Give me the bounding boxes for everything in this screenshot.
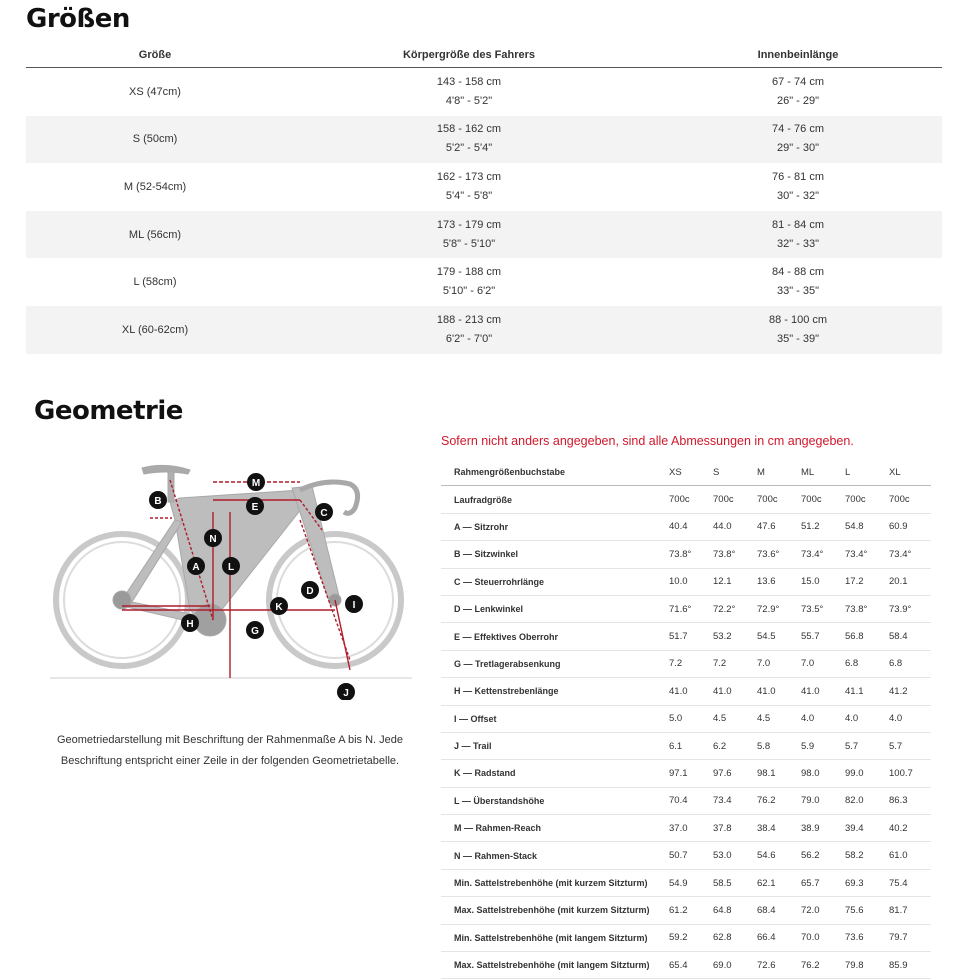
geometry-value: 54.6: [757, 850, 776, 862]
geometry-value: 79.0: [801, 795, 820, 807]
geometry-value: 73.4°: [889, 548, 912, 560]
rider-height-cell: [284, 123, 654, 155]
height-in: 5'8" - 5'10": [442, 237, 496, 250]
geometry-row: [441, 678, 931, 705]
badge-h-label: H: [186, 619, 194, 630]
geometry-header-row: [441, 459, 931, 486]
geometry-value: 97.1: [669, 767, 688, 779]
header-xl: XL: [889, 466, 901, 478]
size-row: [26, 116, 942, 164]
badge-e-label: E: [251, 502, 259, 513]
geometry-value: 700c: [713, 494, 734, 506]
geometry-row: [441, 788, 931, 815]
geometry-row-label: J — Trail: [454, 741, 492, 752]
sizes-title: Größen: [26, 4, 130, 34]
badge-n-label: N: [209, 534, 217, 545]
height-cm: 188 - 213 cm: [436, 313, 502, 326]
geometry-value: 73.4: [713, 795, 732, 807]
badge-c: [315, 503, 333, 521]
geometry-value: 65.4: [669, 959, 688, 971]
geometry-value: 6.1: [669, 740, 683, 752]
geometry-value: 47.6: [757, 521, 776, 533]
geometry-value: 70.0: [801, 932, 820, 944]
geometry-value: 81.7: [889, 904, 908, 916]
geometry-value: 41.0: [757, 685, 776, 697]
geometry-row: [441, 760, 931, 787]
geometry-value: 98.1: [757, 767, 776, 779]
caption-line-1: Geometriedarstellung mit Beschriftung der Rahmenmaße A bis N. Jede: [56, 734, 404, 746]
geometry-row: [441, 569, 931, 596]
geometry-value: 15.0: [801, 576, 820, 588]
geometry-value: 7.0: [757, 658, 771, 670]
geometry-value: 73.4°: [845, 548, 868, 560]
badge-k: [270, 597, 288, 615]
geometry-value: 100.7: [889, 767, 913, 779]
geometry-value: 700c: [669, 494, 690, 506]
geometry-value: 54.9: [669, 877, 688, 889]
height-in: 4'8" - 5'2": [445, 94, 493, 107]
geometry-value: 700c: [889, 494, 910, 506]
geometry-value: 73.8°: [845, 603, 868, 615]
header-ml: ML: [801, 466, 815, 478]
badge-l-label: L: [227, 562, 235, 573]
badge-a-label: A: [192, 562, 200, 573]
badge-b: [149, 491, 167, 509]
size-row: [26, 68, 942, 116]
geometry-value: 700c: [801, 494, 822, 506]
badge-d: [301, 581, 319, 599]
geometry-value: 7.2: [713, 658, 727, 670]
sizes-table-body: [26, 68, 942, 354]
height-cm: 173 - 179 cm: [436, 218, 502, 231]
geometry-value: 76.2: [757, 795, 776, 807]
geometry-value: 65.7: [801, 877, 820, 889]
geometry-row-label: N — Rahmen-Stack: [454, 850, 538, 861]
header-size: Größe: [138, 49, 172, 61]
geometry-row-label: L — Überstandshöhe: [454, 795, 545, 806]
height-cm: 179 - 188 cm: [436, 266, 502, 279]
geometry-row-label: Min. Sattelstrebenhöhe (mit kurzem Sitzturm): [454, 878, 648, 889]
diagram-caption: [40, 730, 420, 772]
geometry-value: 50.7: [669, 850, 688, 862]
geometry-row: [441, 486, 931, 513]
geometry-value: 5.9: [801, 740, 815, 752]
geometry-value: 700c: [757, 494, 778, 506]
geometry-value: 5.8: [757, 740, 771, 752]
geometry-value: 6.8: [889, 658, 903, 670]
geometry-row-label: B — Sitzwinkel: [454, 549, 519, 560]
rider-height-cell: [284, 171, 654, 203]
geometry-value: 39.4: [845, 822, 864, 834]
inseam-cell: [654, 219, 942, 251]
badge-k-label: K: [275, 602, 283, 613]
badge-m-label: M: [251, 478, 261, 489]
geometry-value: 60.9: [889, 521, 908, 533]
size-cell: L (58cm): [133, 276, 177, 289]
geometry-value: 40.4: [669, 521, 688, 533]
geometry-value: 37.8: [713, 822, 732, 834]
geometry-row: [441, 541, 931, 568]
geometry-value: 58.5: [713, 877, 732, 889]
geometry-value: 5.7: [845, 740, 859, 752]
geometry-value: 51.7: [669, 631, 688, 643]
geometry-row-label: Min. Sattelstrebenhöhe (mit langem Sitzturm): [454, 932, 648, 943]
geometry-value: 72.2°: [713, 603, 736, 615]
geometry-value: 64.8: [713, 904, 732, 916]
geometry-value: 70.4: [669, 795, 688, 807]
geometry-table-body: [441, 486, 931, 979]
geometry-value: 62.1: [757, 877, 776, 889]
geometry-value: 58.2: [845, 850, 864, 862]
geometry-value: 40.2: [889, 822, 908, 834]
inseam-cell: [654, 266, 942, 298]
geometry-value: 72.9°: [757, 603, 780, 615]
geometry-value: 41.2: [889, 685, 908, 697]
geometry-row-label: D — Lenkwinkel: [454, 604, 524, 615]
geometry-value: 4.5: [713, 713, 727, 725]
geometry-title: Geometrie: [34, 396, 183, 426]
geometry-value: 53.0: [713, 850, 732, 862]
geometry-row: [441, 952, 931, 979]
geometry-value: 55.7: [801, 631, 820, 643]
inseam-cell: [654, 171, 942, 203]
geometry-row: [441, 706, 931, 733]
geometry-row-label: G — Tretlagerabsenkung: [454, 658, 561, 669]
badge-g-label: G: [251, 626, 259, 637]
bike-geometry-diagram: [50, 460, 420, 700]
geometry-row: [441, 897, 931, 924]
size-cell: XS (47cm): [129, 85, 181, 98]
geometry-row-label: Max. Sattelstrebenhöhe (mit langem Sitzturm): [454, 960, 650, 971]
geometry-value: 58.4: [889, 631, 908, 643]
geometry-row: [441, 842, 931, 869]
height-cm: 158 - 162 cm: [436, 123, 502, 136]
inseam-in: 29" - 30": [776, 142, 820, 155]
badge-c-label: C: [320, 508, 328, 519]
inseam-cm: 81 - 84 cm: [772, 218, 824, 231]
inseam-in: 35" - 39": [776, 332, 820, 345]
geometry-value: 53.2: [713, 631, 732, 643]
inseam-in: 30" - 32": [776, 189, 820, 202]
badge-a: [187, 557, 205, 575]
geometry-value: 7.2: [669, 658, 683, 670]
header-m: M: [757, 466, 765, 478]
inseam-cm: 76 - 81 cm: [772, 170, 824, 183]
geometry-value: 54.8: [845, 521, 864, 533]
rider-height-cell: [284, 266, 654, 298]
geometry-row: [441, 733, 931, 760]
geometry-row-label: K — Radstand: [454, 768, 516, 779]
geometry-row-label: E — Effektives Oberrohr: [454, 631, 559, 642]
geometry-value: 700c: [845, 494, 866, 506]
inseam-cm: 84 - 88 cm: [772, 266, 824, 279]
geometry-value: 37.0: [669, 822, 688, 834]
geometry-value: 38.9: [801, 822, 820, 834]
size-cell: M (52-54cm): [123, 180, 187, 193]
geometry-row-label: A — Sitzrohr: [454, 521, 509, 532]
geometry-value: 68.4: [757, 904, 776, 916]
geometry-value: 41.1: [845, 685, 864, 697]
header-l: L: [845, 466, 851, 478]
geometry-value: 72.0: [801, 904, 820, 916]
geometry-value: 41.0: [713, 685, 732, 697]
size-row: [26, 306, 942, 354]
geometry-value: 20.1: [889, 576, 908, 588]
inseam-in: 26" - 29": [776, 94, 820, 107]
geometry-value: 59.2: [669, 932, 688, 944]
geometry-value: 75.6: [845, 904, 864, 916]
rider-height-cell: [284, 314, 654, 346]
geometry-row: [441, 815, 931, 842]
geometry-value: 61.2: [669, 904, 688, 916]
geometry-value: 73.8°: [669, 548, 692, 560]
geometry-value: 82.0: [845, 795, 864, 807]
geometry-value: 73.4°: [801, 548, 824, 560]
size-row: [26, 163, 942, 211]
sizes-table: [26, 42, 942, 354]
geometry-value: 6.2: [713, 740, 727, 752]
geometry-value: 41.0: [801, 685, 820, 697]
geometry-value: 79.7: [889, 932, 908, 944]
geometry-value: 85.9: [889, 959, 908, 971]
badge-l: [222, 557, 240, 575]
badge-m: [247, 473, 265, 491]
geometry-row-label: Laufradgröße: [454, 494, 513, 505]
inseam-cm: 88 - 100 cm: [768, 313, 828, 326]
units-note: Sofern nicht anders angegeben, sind alle Abmessungen in cm angegeben.: [441, 434, 854, 448]
geometry-value: 38.4: [757, 822, 776, 834]
header-rider-height: Körpergröße des Fahrers: [402, 49, 536, 61]
geometry-value: 75.4: [889, 877, 908, 889]
geometry-value: 13.6: [757, 576, 776, 588]
height-in: 5'10" - 6'2": [442, 285, 496, 298]
inseam-cm: 67 - 74 cm: [772, 75, 824, 88]
badge-b-label: B: [154, 496, 162, 507]
inseam-cell: [654, 76, 942, 108]
geometry-value: 7.0: [801, 658, 815, 670]
geometry-value: 86.3: [889, 795, 908, 807]
badge-i: [345, 595, 363, 613]
height-in: 5'4" - 5'8": [445, 189, 493, 202]
height-cm: 162 - 173 cm: [436, 170, 502, 183]
geometry-row: [441, 925, 931, 952]
geometry-value: 71.6°: [669, 603, 692, 615]
size-cell: XL (60-62cm): [121, 323, 189, 336]
badge-h: [181, 614, 199, 632]
geometry-row-label: M — Rahmen-Reach: [454, 823, 542, 834]
height-cm: 143 - 158 cm: [436, 75, 502, 88]
geometry-value: 61.0: [889, 850, 908, 862]
geometry-row: [441, 623, 931, 650]
badge-j-label: J: [343, 688, 349, 699]
inseam-in: 32" - 33": [776, 237, 820, 250]
geometry-value: 79.8: [845, 959, 864, 971]
sizes-table-header: [26, 42, 942, 68]
size-row: [26, 258, 942, 306]
geometry-value: 12.1: [713, 576, 732, 588]
geometry-value: 51.2: [801, 521, 820, 533]
inseam-cm: 74 - 76 cm: [772, 123, 824, 136]
geometry-row: [441, 870, 931, 897]
geometry-value: 73.6°: [757, 548, 780, 560]
geometry-value: 5.0: [669, 713, 683, 725]
header-inseam: Innenbeinlänge: [757, 49, 839, 61]
geometry-value: 73.5°: [801, 603, 824, 615]
geometry-value: 98.0: [801, 767, 820, 779]
badge-e: [246, 497, 264, 515]
caption-line-2: Beschriftung entspricht einer Zeile in der folgenden Geometrietabelle.: [60, 755, 400, 767]
geometry-row-label: Max. Sattelstrebenhöhe (mit kurzem Sitzturm): [454, 905, 650, 916]
geometry-row: [441, 514, 931, 541]
size-cell: S (50cm): [132, 133, 178, 146]
size-row: [26, 211, 942, 259]
geometry-value: 73.6: [845, 932, 864, 944]
geometry-row-label: I — Offset: [454, 713, 497, 724]
geometry-value: 10.0: [669, 576, 688, 588]
inseam-in: 33" - 35": [776, 285, 820, 298]
badge-d-label: D: [306, 586, 314, 597]
geometry-value: 56.8: [845, 631, 864, 643]
geometry-value: 97.6: [713, 767, 732, 779]
geometry-value: 41.0: [669, 685, 688, 697]
geometry-row: [441, 651, 931, 678]
geometry-value: 69.0: [713, 959, 732, 971]
geometry-value: 99.0: [845, 767, 864, 779]
geometry-value: 54.5: [757, 631, 776, 643]
geometry-table: [441, 459, 931, 979]
badge-j: [337, 683, 355, 700]
geometry-row: [441, 596, 931, 623]
geometry-row-label: H — Kettenstrebenlänge: [454, 686, 559, 697]
geometry-value: 73.8°: [713, 548, 736, 560]
header-xs: XS: [669, 466, 682, 478]
geometry-value: 76.2: [801, 959, 820, 971]
rider-height-cell: [284, 76, 654, 108]
geometry-value: 44.0: [713, 521, 732, 533]
geometry-value: 66.4: [757, 932, 776, 944]
geometry-value: 6.8: [845, 658, 859, 670]
geometry-value: 56.2: [801, 850, 820, 862]
geometry-value: 4.5: [757, 713, 771, 725]
geometry-row-label: C — Steuerrohrlänge: [454, 576, 545, 587]
badge-i-label: I: [352, 600, 356, 611]
height-in: 6'2" - 7'0": [445, 332, 493, 345]
inseam-cell: [654, 314, 942, 346]
badge-n: [204, 529, 222, 547]
geometry-value: 73.9°: [889, 603, 912, 615]
geometry-value: 17.2: [845, 576, 864, 588]
size-cell: ML (56cm): [128, 228, 182, 241]
inseam-cell: [654, 123, 942, 155]
geometry-value: 4.0: [889, 713, 903, 725]
geometry-value: 69.3: [845, 877, 864, 889]
geometry-value: 4.0: [845, 713, 859, 725]
geometry-header-label: Rahmengrößenbuchstabe: [454, 467, 566, 478]
geometry-value: 62.8: [713, 932, 732, 944]
badge-g: [246, 621, 264, 639]
geometry-value: 5.7: [889, 740, 903, 752]
geometry-value: 72.6: [757, 959, 776, 971]
height-in: 5'2" - 5'4": [445, 142, 493, 155]
rider-height-cell: [284, 219, 654, 251]
geometry-value: 4.0: [801, 713, 815, 725]
header-s: S: [713, 466, 720, 478]
